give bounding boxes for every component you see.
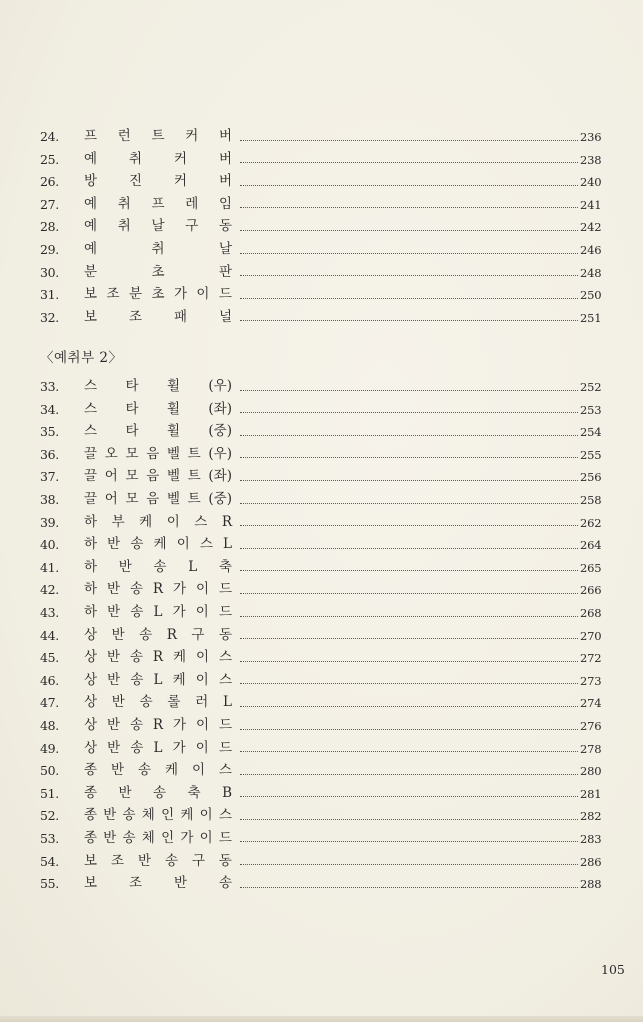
toc-entry[interactable] [40,371,600,394]
toc-entry-page: 250 [580,288,602,303]
toc-entry[interactable] [40,529,600,552]
toc-entry-page: 241 [580,197,602,212]
toc-entry-page: 278 [580,741,602,756]
toc-entry-page: 266 [580,583,602,598]
toc-entry-page: 264 [580,538,602,553]
toc-entry-title: 끌 어 모 음 벨 트 (좌) [84,468,232,485]
toc-entry[interactable] [40,279,600,302]
toc-entry-number: 52. [40,808,59,824]
toc-entry[interactable] [40,189,600,212]
toc-entry[interactable] [40,234,600,257]
toc-entry-title: 종 반 송 축 B [84,784,232,801]
dot-leader [240,728,578,730]
toc-entry-page: 240 [580,175,602,190]
dot-leader [240,886,578,888]
toc-entry-page: 251 [580,310,602,325]
dot-leader [240,184,578,186]
toc-entry-page: 254 [580,425,602,440]
toc-entry-title: 보 조 패 널 [84,308,232,325]
dot-leader [240,161,578,163]
toc-entry-number: 55. [40,876,59,892]
toc-entry-title: 보 조 반 송 [84,875,232,892]
toc-entry-page: 276 [580,719,602,733]
toc-entry[interactable] [40,800,600,823]
toc-entry-title: 상 반 송 L 케 이 스 [84,671,232,688]
toc-entry-page: 262 [580,515,602,530]
toc-entry-title: 끌 어 모 음 벨 트 (중) [84,491,232,508]
dot-leader [240,547,578,549]
section-heading: 〈예취부 2〉 [40,350,123,366]
toc-entry[interactable] [40,439,600,462]
toc-entry[interactable] [40,394,600,417]
toc-entry-page: 274 [580,696,602,711]
toc-entry-number: 54. [40,853,59,869]
toc-entry-number: 42. [40,582,59,598]
toc-entry-page: 242 [580,220,602,235]
toc-entry-title: 하 반 송 R 가 이 드 [84,581,232,598]
toc-entry-title: 상 반 송 R 케 이 스 [84,649,232,666]
toc-entry[interactable] [40,845,600,868]
toc-entry-title: 예 취 날 구 동 [84,218,232,235]
toc-entry[interactable] [40,597,600,620]
toc-entry[interactable] [40,507,600,530]
dot-leader [240,863,578,865]
toc-entry[interactable] [40,574,600,597]
toc-entry-page: 256 [580,470,602,485]
toc-entry-number: 28. [40,219,59,235]
toc-entry-number: 53. [40,830,59,846]
toc-entry-number: 41. [40,559,59,575]
toc-entry-title: 종 반 송 체 인 가 이 드 [84,829,232,846]
toc-entry-page: 283 [580,831,602,846]
toc-entry-number: 47. [40,695,59,711]
dot-leader [240,274,578,276]
toc-entry-title: 종 반 송 체 인 케 이 스 [84,807,232,824]
toc-entry-number: 38. [40,492,59,508]
toc-entry[interactable] [40,778,600,801]
toc-entry-title: 하 반 송 케 이 스 L [84,536,232,553]
toc-entry-title: 예 취 커 버 [84,150,232,167]
toc-entry-title: 스 타 휠 (중) [84,423,232,440]
toc-entry[interactable] [40,257,600,280]
toc-entry[interactable] [40,416,600,439]
toc-entry[interactable] [40,121,600,144]
dot-leader [240,592,578,594]
dot-leader [240,818,578,820]
toc-entry-number: 37. [40,469,59,485]
toc-entry-number: 25. [40,151,59,167]
toc-entry-page: 286 [580,854,602,869]
dot-leader [240,434,578,436]
toc-entry[interactable] [40,211,600,234]
dot-leader [240,795,578,797]
toc-entry-title: 상 반 송 롤 러 L [84,694,232,711]
toc-entry-number: 45. [40,650,59,666]
toc-entry-number: 34. [40,401,59,417]
page-bottom-edge [0,1016,643,1022]
toc-entry[interactable] [40,302,600,325]
toc-entry-page: 282 [580,809,602,824]
toc-entry-number: 39. [40,514,59,530]
toc-entry-title: 상 반 송 R 가 이 드 [84,717,232,733]
toc-entry-title: 예 취 날 [84,241,232,258]
dot-leader [240,660,578,662]
toc-entry-number: 44. [40,627,59,643]
toc-entry-title: 보 조 반 송 구 동 [84,852,232,869]
dot-leader [240,389,578,391]
toc-entry-title: 분 초 판 [84,263,232,280]
toc-entry-number: 43. [40,605,59,621]
dot-leader [240,252,578,254]
toc-entry[interactable] [40,144,600,167]
toc-entry-number: 49. [40,740,59,756]
toc-entry-title: 하 반 송 L 축 [84,558,232,575]
toc-entry-title: 끌 오 모 음 벨 트 (우) [84,445,232,462]
toc-entry[interactable] [40,823,600,846]
toc-section-2 [40,371,600,891]
toc-entry-page: 236 [580,130,602,145]
toc-entry-number: 50. [40,763,59,779]
toc-entry-title: 하 부 케 이 스 R [84,513,232,530]
toc-section-1 [40,121,600,324]
toc-entry-page: 248 [580,265,602,280]
toc-entry[interactable] [40,868,600,891]
dot-leader [240,705,578,707]
toc-entry[interactable] [40,733,600,756]
toc-entry-number: 32. [40,309,59,325]
toc-entry[interactable] [40,710,600,733]
dot-leader [240,229,578,231]
toc-entry-title: 상 반 송 L 가 이 드 [84,739,232,756]
toc-entry-page: 270 [580,628,602,643]
toc-entry-title: 방 진 커 버 [84,173,232,190]
toc-entry-page: 273 [580,673,602,688]
toc-entry-page: 246 [580,243,602,258]
dot-leader [240,615,578,617]
toc-entry-title: 상 반 송 R 구 동 [84,626,232,643]
toc-entry[interactable] [40,665,600,688]
toc-entry-title: 하 반 송 L 가 이 드 [84,604,232,621]
toc-entry-number: 31. [40,287,59,303]
toc-entry-number: 26. [40,174,59,190]
dot-leader [240,682,578,684]
toc-entry-page: 288 [580,877,602,892]
toc-entry-page: 253 [580,402,602,417]
dot-leader [240,637,578,639]
dot-leader [240,524,578,526]
toc-entry-number: 35. [40,424,59,440]
dot-leader [240,297,578,299]
dot-leader [240,206,578,208]
toc-entry-number: 40. [40,537,59,553]
toc-entry[interactable] [40,484,600,507]
dot-leader [240,840,578,842]
toc-entry-number: 29. [40,242,59,258]
toc-entry-page: 268 [580,606,602,621]
toc-entry-page: 255 [580,447,602,462]
toc-entry[interactable] [40,687,600,710]
toc-entry-title: 예 취 프 레 임 [84,195,232,212]
toc-entry-page: 258 [580,493,602,508]
toc-entry-number: 36. [40,446,59,462]
toc-entry-page: 238 [580,152,602,167]
dot-leader [240,569,578,571]
toc-entry-title: 종 반 송 케 이 스 [84,762,232,779]
toc-entry[interactable] [40,620,600,643]
toc-entry-page: 272 [580,651,602,666]
toc-entry-title: 스 타 휠 (좌) [84,400,232,417]
dot-leader [240,456,578,458]
toc-entry-title: 보 조 분 초 가 이 드 [84,286,232,303]
dot-leader [240,773,578,775]
dot-leader [240,319,578,321]
toc-entry-page: 281 [580,786,602,801]
page-number: 105 [601,962,625,977]
toc-entry-number: 24. [40,129,59,145]
dot-leader [240,139,578,141]
dot-leader [240,411,578,413]
toc-entry-number: 30. [40,264,59,280]
toc-entry-number: 33. [40,379,59,395]
toc-entry-number: 27. [40,196,59,212]
toc-entry[interactable] [40,552,600,575]
toc-entry-page: 280 [580,764,602,779]
toc-entry[interactable] [40,755,600,778]
toc-entry[interactable] [40,642,600,665]
toc-entry-title: 스 타 휠 (우) [84,378,232,395]
dot-leader [240,479,578,481]
toc-entry-page: 265 [580,560,602,575]
toc-entry-title: 프 런 트 커 버 [84,128,232,145]
dot-leader [240,750,578,752]
toc-entry-number: 48. [40,718,59,733]
toc-entry-number: 51. [40,785,59,801]
toc-entry[interactable] [40,166,600,189]
toc-entry-page: 252 [580,380,602,395]
dot-leader [240,502,578,504]
toc-entry[interactable] [40,461,600,484]
toc-entry-number: 46. [40,672,59,688]
